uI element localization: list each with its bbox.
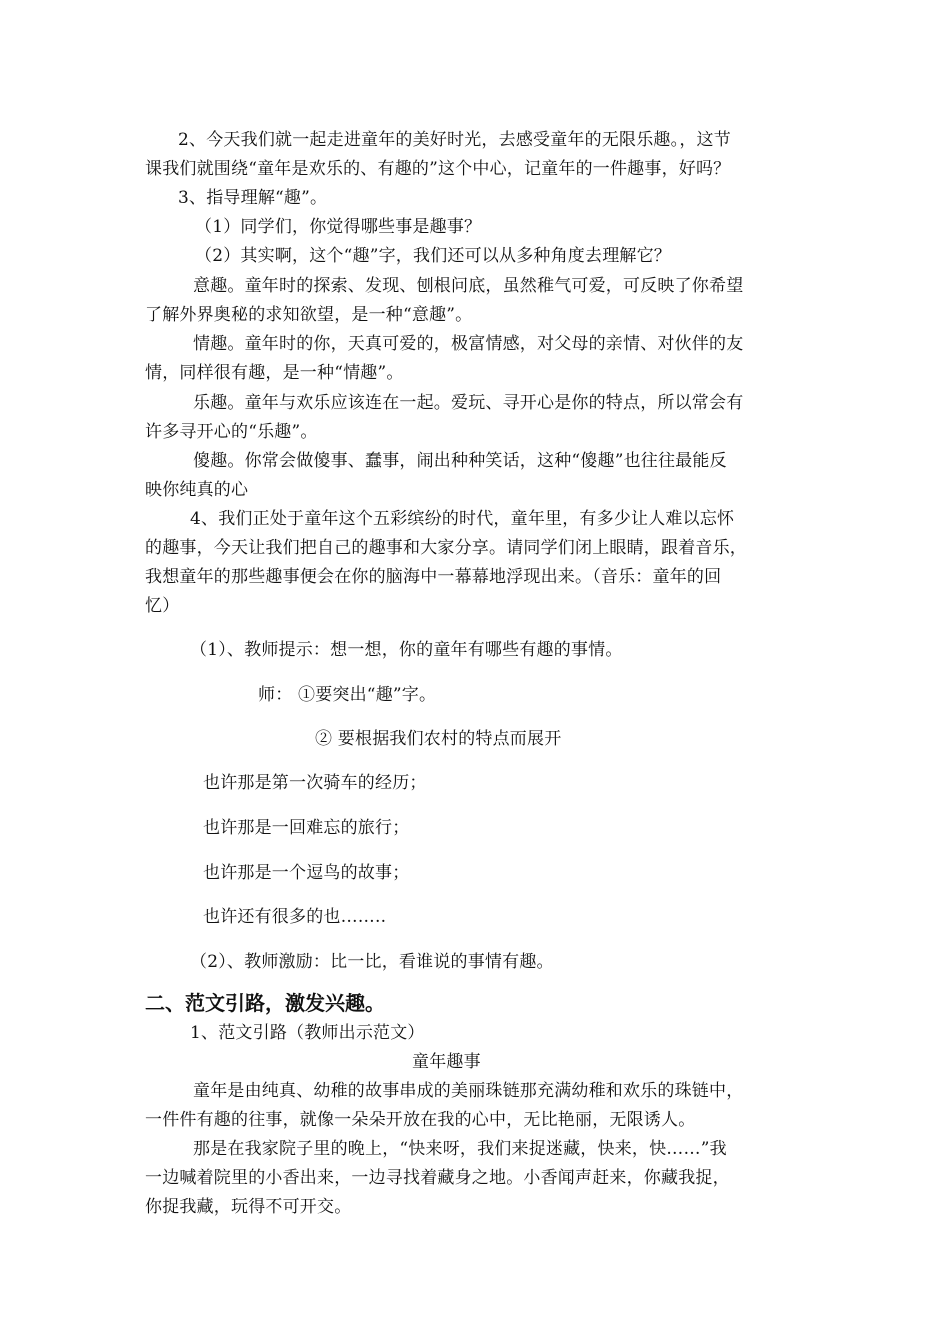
shaqu-line-2: 映你纯真的心 [145, 480, 249, 500]
item-3-sub-2: （2）其实啊，这个“趣”字，我们还可以从多种角度去理解它？ [195, 246, 671, 266]
qingqu-line-2: 情，同样很有趣，是一种“情趣”。 [145, 363, 404, 383]
example-2: 也许那是一回难忘的旅行； [203, 818, 410, 838]
para-2-line-2: 课我们就围绕“童年是欢乐的、有趣的”这个中心，记童年的一件趣事，好吗？ [145, 159, 731, 179]
para-4-line-1: 4、我们正处于童年这个五彩缤纷的时代，童年里，有多少让人难以忘怀 [190, 509, 735, 529]
teacher-encourage: （2）、教师激励：比一比，看谁说的事情有趣。 [190, 952, 554, 972]
example-4: 也许还有很多的也…….. [203, 907, 387, 927]
section-2-heading: 二、范文引路，激发兴趣。 [145, 991, 385, 1015]
example-3: 也许那是一个逗鸟的故事； [203, 863, 410, 883]
lequ-line-2: 许多寻开心的“乐趣”。 [145, 422, 318, 442]
yiqu-line-1: 意趣。童年时的探索、发现、刨根问底，虽然稚气可爱，可反映了你希望 [193, 276, 744, 296]
essay-line-5: 你捉我藏，玩得不可开交。 [145, 1197, 352, 1217]
para-4-line-4: 忆） [145, 596, 180, 616]
model-essay-intro: 1、范文引路（教师出示范文） [190, 1023, 425, 1043]
para-4-line-3: 我想童年的那些趣事便会在你的脑海中一幕幕地浮现出来。（音乐：童年的回 [145, 567, 722, 587]
item-3-heading: 3、指导理解“趣”。 [178, 188, 328, 208]
qingqu-line-1: 情趣。童年时的你，天真可爱的，极富情感，对父母的亲情、对伙伴的友 [193, 334, 744, 354]
teacher-point-1: 师： ①要突出“趣”字。 [258, 685, 437, 705]
shaqu-line-1: 傻趣。你常会做傻事、蠢事，闹出种种笑话，这种“傻趣”也往往最能反 [193, 451, 727, 471]
essay-line-3: 那是在我家院子里的晚上，“快来呀，我们来捉迷藏，快来，快……”我 [193, 1139, 727, 1159]
essay-line-1: 童年是由纯真、幼稚的故事串成的美丽珠链那充满幼稚和欢乐的珠链中， [193, 1081, 744, 1101]
para-4-line-2: 的趣事，今天让我们把自己的趣事和大家分享。请同学们闭上眼睛，跟着音乐， [145, 538, 747, 558]
model-essay-title: 童年趣事 [412, 1052, 481, 1072]
teacher-point-2: ② 要根据我们农村的特点而展开 [315, 729, 562, 749]
essay-line-4: 一边喊着院里的小香出来，一边寻找着藏身之地。小香闻声赶来，你藏我捉， [145, 1168, 730, 1188]
para-2-line-1: 2、今天我们就一起走进童年的美好时光，去感受童年的无限乐趣。，这节 [178, 130, 731, 150]
yiqu-line-2: 了解外界奥秘的求知欲望，是一种“意趣”。 [145, 305, 473, 325]
teacher-hint: （1）、教师提示：想一想，你的童年有哪些有趣的事情。 [190, 640, 623, 660]
lequ-line-1: 乐趣。童年与欢乐应该连在一起。爱玩、寻开心是你的特点，所以常会有 [193, 393, 744, 413]
essay-line-2: 一件件有趣的往事，就像一朵朵开放在我的心中，无比艳丽，无限诱人。 [145, 1110, 696, 1130]
item-3-sub-1: （1）同学们，你觉得哪些事是趣事？ [195, 217, 482, 237]
example-1: 也许那是第一次骑车的经历； [203, 773, 427, 793]
